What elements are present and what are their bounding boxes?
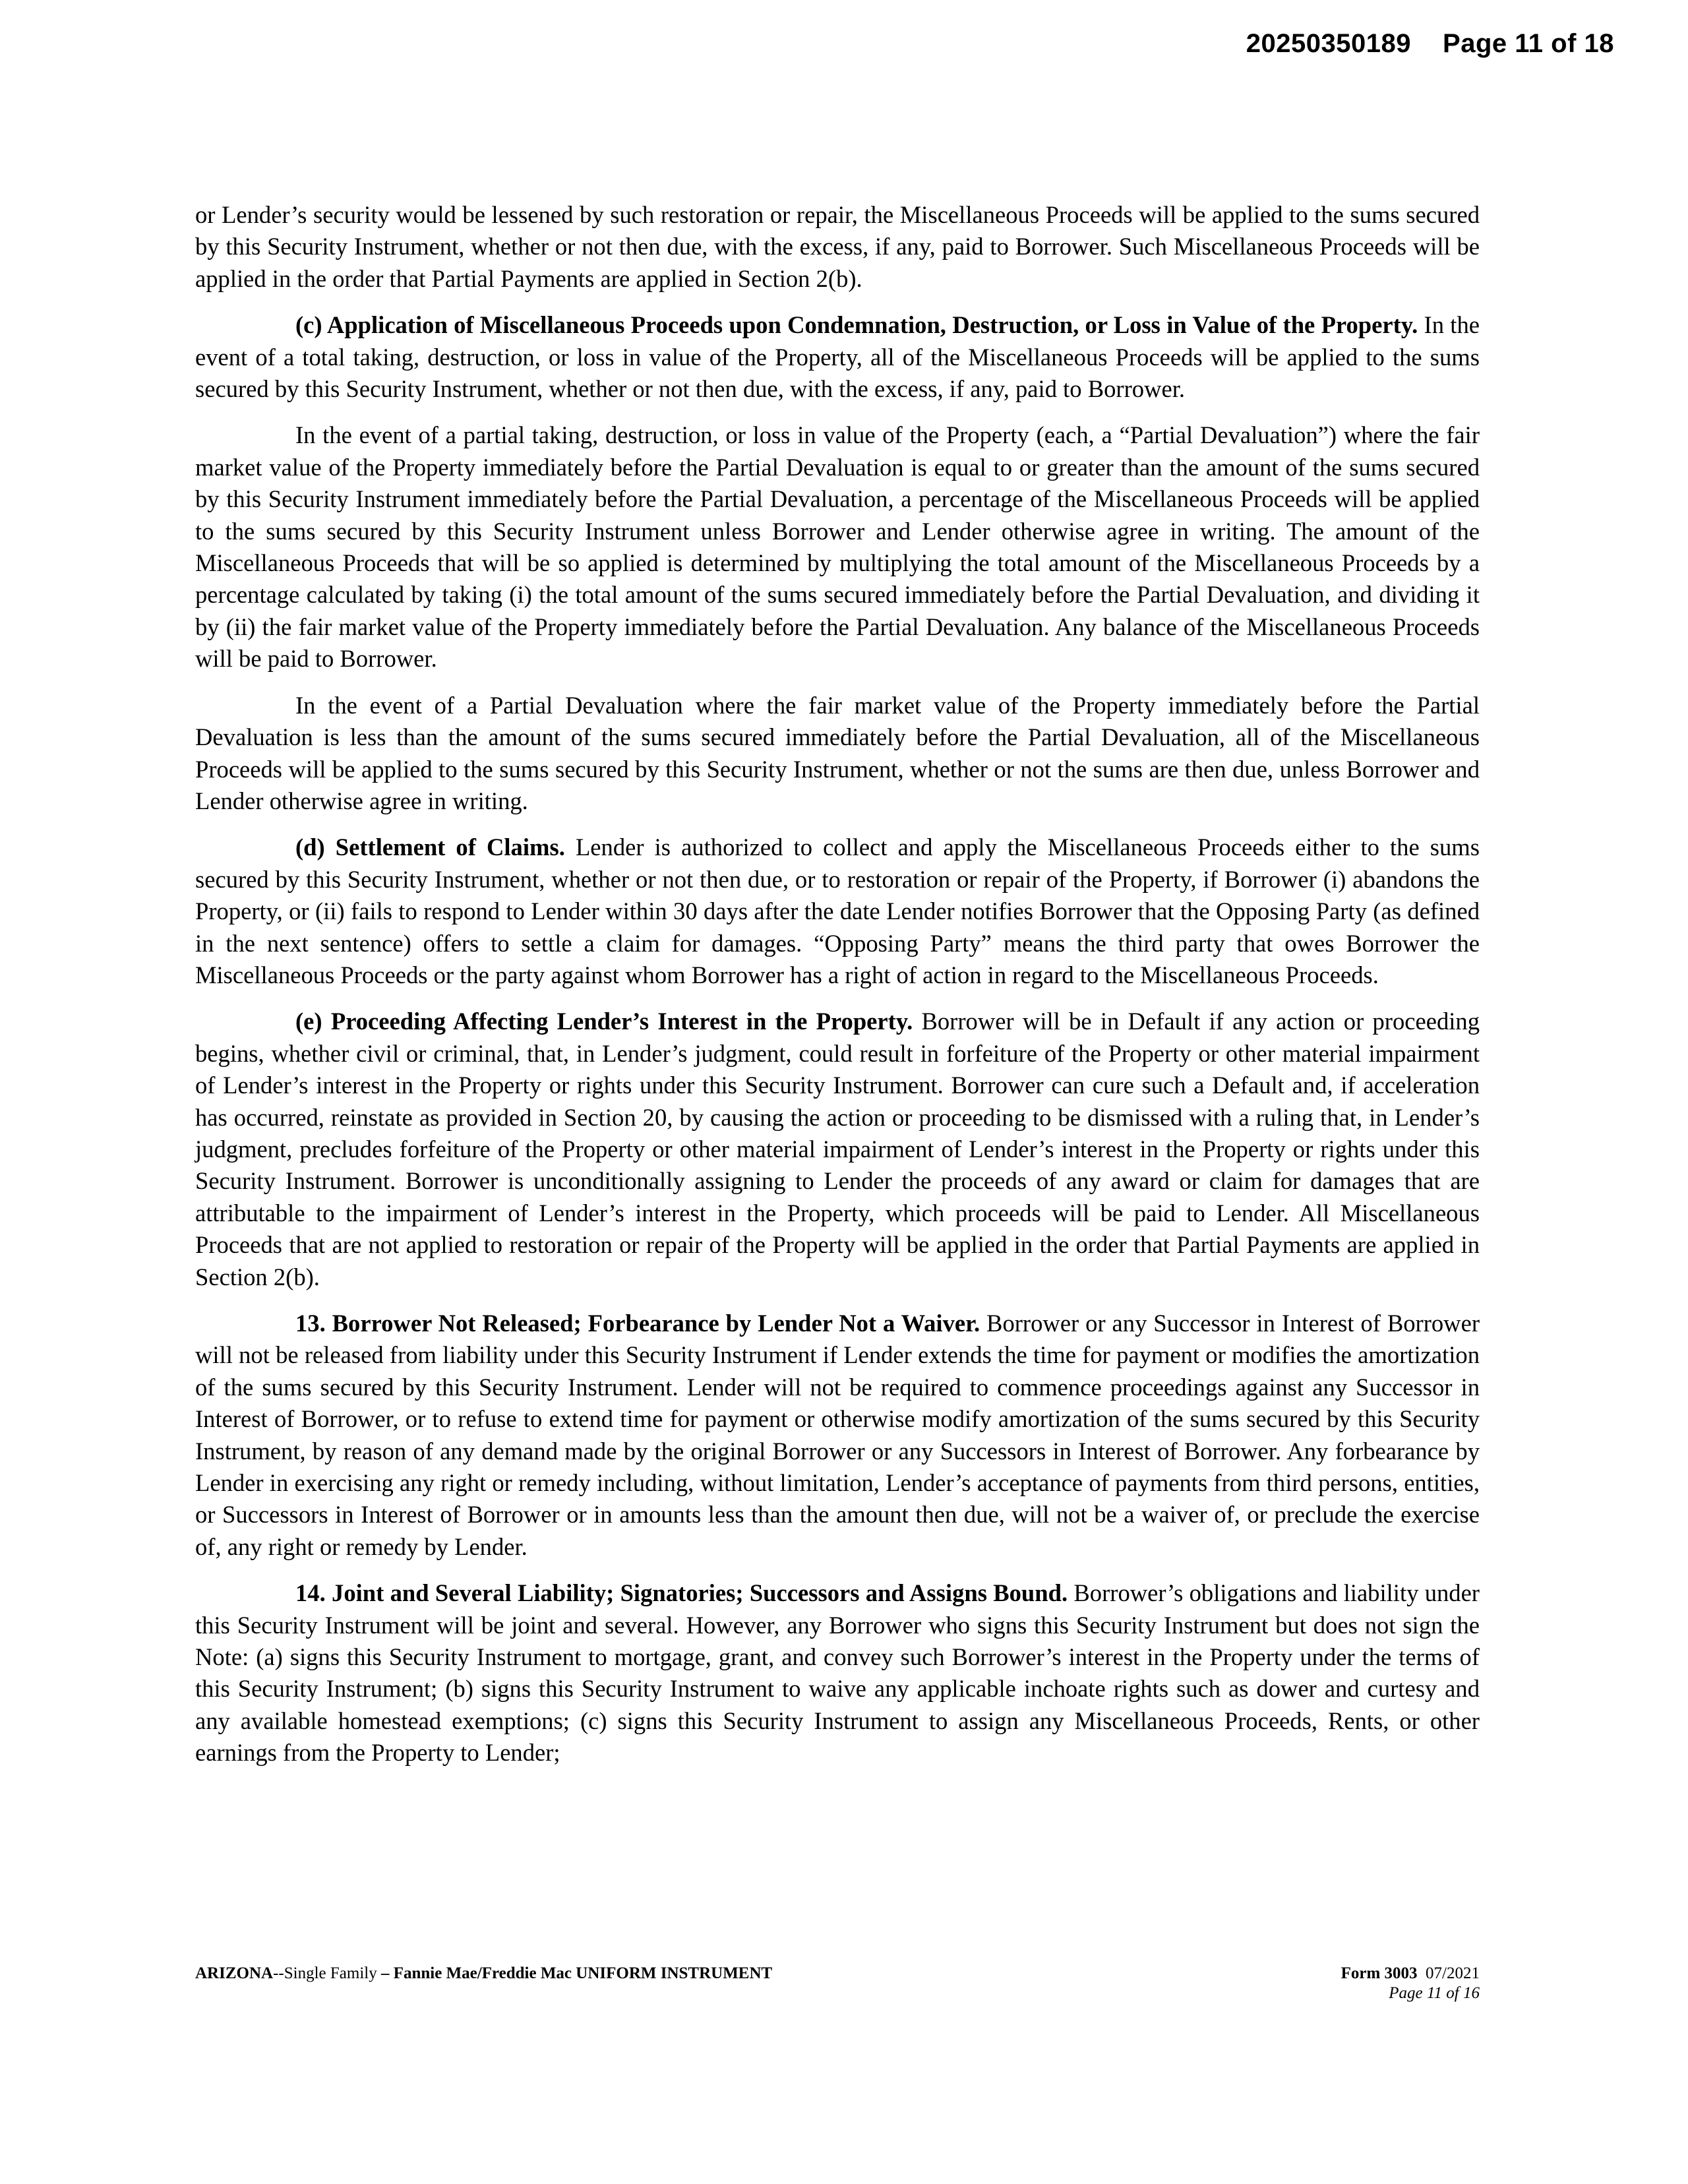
paragraph-text: Borrower will be in Default if any action or proceeding begins, whether civil or criminal, that, in Lender’s judgment, could result in forfeiture of the Property or other material impairment of Lender’s interest in the Property or rights under this Security Instrument. Borrower can cure such a Default and, if acceleration has occurred, reinstate as provided in Section 20, by causing the action or proceeding to be dismissed with a ruling that, in Lender’s judgment, precludes forfeiture of the Property or other material impairment of Lender’s interest in the Property or rights under this Security Instrument. Borrower is unconditionally assigning to Lender the proceeds of any award or claim for damages that are attributable to the impairment of Lender’s interest in the Property, which proceeds will be paid to Lender. All Miscellaneous Proceeds that are not applied to restoration or repair of the Property will be applied in the order that Partial Payments are applied in Section 2(b). (195, 1008, 1480, 1290)
paragraph-text: Borrower’s obligations and liability under this Security Instrument will be joint and several. However, any Borrower who signs this Security Instrument but does not sign the Note: (a) signs this Security Instrument to mortgage, grant, and convey such Borrower’s interest in the Property under the terms of this Security Instrument; (b) signs this Security Instrument to waive any applicable inchoate rights such as dower and curtesy and any available homestead exemptions; (c) signs this Security Instrument to assign any Miscellaneous Proceeds, Rents, or other earnings from the Property to Lender; (195, 1579, 1480, 1767)
footer-form-label: Form 3003 (1341, 1964, 1418, 1982)
paragraph-continuation (195, 199, 1480, 295)
paragraph-heading: (d) Settlement of Claims. (295, 834, 565, 861)
footer-instrument: Fannie Mae/Freddie Mac UNIFORM INSTRUMENT (393, 1964, 773, 1982)
paragraph-partial-devaluation-less (195, 690, 1480, 818)
paragraph-text: Borrower or any Successor in Interest of Borrower will not be released from liability under this Security Instrument if Lender extends the time for payment or modifies the amortization of the sums secured by this Security Instrument. Lender will not be required to commence proceedings against any Successor in Interest of Borrower, or to refuse to extend time for payment or otherwise modify amortization of the sums secured by this Security Instrument, by reason of any demand made by the original Borrower or any Successors in Interest of Borrower. Any forbearance by Lender in exercising any right or remedy including, without limitation, Lender’s acceptance of payments from third persons, entities, or Successors in Interest of Borrower or in amounts less than the amount then due, will not be a waiver of, or preclude the exercise of, any right or remedy by Lender. (195, 1310, 1480, 1560)
footer-form-date: 07/2021 (1426, 1964, 1480, 1982)
paragraph-heading: (c) Application of Miscellaneous Proceeds upon Condemnation, Destruction, or Loss in Value of the Property. (295, 311, 1418, 339)
footer-page-number: Page 11 of 16 (1389, 1984, 1480, 2002)
paragraph-text: In the event of a partial taking, destruction, or loss in value of the Property (each, a “Partial Devaluation”) where the fair market value of the Property immediately before the Partial Devaluation is equal to or greater than the amount of the sums secured by this Security Instrument immediately before the Partial Devaluation, a percentage of the Miscellaneous Proceeds will be applied to the sums secured by this Security Instrument unless Borrower and Lender otherwise agree in writing. The amount of the Miscellaneous Proceeds that will be so applied is determined by multiplying the total amount of the Miscellaneous Proceeds by a percentage calculated by taking (i) the total amount of the sums secured immediately before the Partial Devaluation, and dividing it by (ii) the fair market value of the Property immediately before the Partial Devaluation. Any balance of the Miscellaneous Proceeds will be paid to Borrower. (195, 421, 1480, 673)
recording-page-label: Page 11 of 18 (1443, 29, 1614, 58)
paragraph-text: Lender is authorized to collect and apply the Miscellaneous Proceeds either to the sums secured by this Security Instrument, whether or not then due, or to restoration or repair of the Property, if Borrower (i) abandons the Property, or (ii) fails to respond to Lender within 30 days after the date Lender notifies Borrower that the Opposing Party (as defined in the next sentence) offers to settle a claim for damages. “Opposing Party” means the third party that owes Borrower the Miscellaneous Proceeds or the party against whom Borrower has a right of action in regard to the Miscellaneous Proceeds. (195, 834, 1480, 988)
form-footer (195, 1964, 1480, 2003)
paragraph-heading: 13. Borrower Not Released; Forbearance by Lender Not a Waiver. (295, 1310, 980, 1337)
paragraph-text: In the event of a Partial Devaluation where the fair market value of the Property immediately before the Partial Devaluation is less than the amount of the sums secured immediately before the Partial Devaluation, all of the Miscellaneous Proceeds will be applied to the sums secured by this Security Instrument, whether or not the sums are then due, unless Borrower and Lender otherwise agree in writing. (195, 691, 1480, 814)
paragraph-partial-devaluation (195, 419, 1480, 675)
footer-left (195, 1964, 772, 1984)
paragraph-e-proceeding (195, 1006, 1480, 1293)
footer-right (1341, 1964, 1480, 1984)
footer-separator: – (377, 1964, 394, 1982)
paragraph-heading: 14. Joint and Several Liability; Signatories; Successors and Assigns Bound. (295, 1579, 1068, 1607)
document-body (195, 199, 1480, 1784)
paragraph-13-borrower-not-released (195, 1308, 1480, 1563)
recording-header (1246, 29, 1614, 59)
paragraph-text: or Lender’s security would be lessened by such restoration or repair, the Miscellaneous Proceeds will be applied to the sums secured by this Security Instrument, whether or not then due, with the excess, if any, paid to Borrower. Such Miscellaneous Proceeds will be applied in the order that Partial Payments are applied in Section 2(b). (195, 201, 1480, 292)
paragraph-14-joint-several-liability (195, 1577, 1480, 1769)
document-number: 20250350189 (1246, 29, 1412, 58)
paragraph-c-application (195, 309, 1480, 405)
paragraph-heading: (e) Proceeding Affecting Lender’s Interest in the Property. (295, 1008, 913, 1035)
paragraph-text: In the event of a total taking, destruction, or loss in value of the Property, all of the Miscellaneous Proceeds will be applied to the sums secured by this Security Instrument, whether or not then due, with the excess, if any, paid to Borrower. (195, 311, 1480, 403)
footer-separator: -- (273, 1964, 284, 1982)
footer-family: Single Family (284, 1964, 377, 1982)
footer-row (195, 1964, 1480, 1984)
footer-state: ARIZONA (195, 1964, 274, 1982)
paragraph-d-settlement (195, 832, 1480, 991)
